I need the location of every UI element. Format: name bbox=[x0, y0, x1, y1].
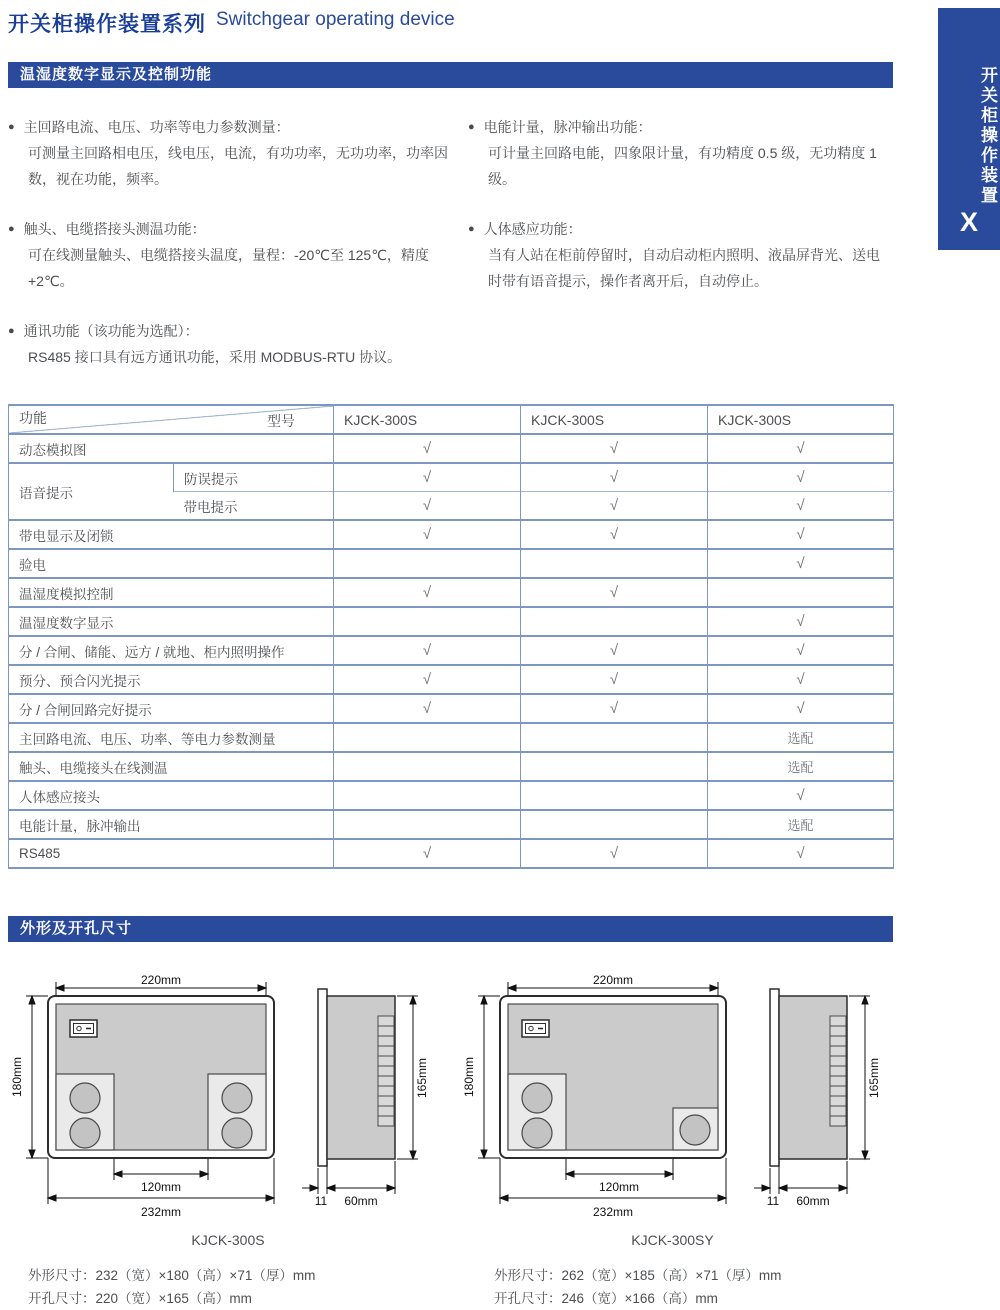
feature-availability-cell bbox=[334, 549, 521, 578]
power-switch-icon bbox=[522, 1020, 549, 1037]
bullet-icon: ● bbox=[8, 325, 15, 337]
feature-item bbox=[468, 114, 893, 192]
feature-item bbox=[8, 216, 460, 294]
row-label: 带电显示及闭锁 bbox=[19, 528, 114, 544]
page-title-zh: 开关柜操作装置系列 bbox=[8, 13, 206, 36]
feature-availability-cell bbox=[521, 607, 708, 636]
drawing-kjck-300sy bbox=[460, 972, 885, 1310]
feature-availability-cell bbox=[521, 723, 708, 752]
bullet-icon: ● bbox=[8, 121, 15, 133]
table-row bbox=[9, 607, 894, 636]
feature-availability-cell: √ bbox=[334, 463, 521, 492]
row-label: 主回路电流、电压、功率、等电力参数测量 bbox=[19, 731, 276, 747]
drawing-specs bbox=[8, 1264, 448, 1310]
feature-availability-cell: √ bbox=[708, 463, 894, 492]
table-row bbox=[9, 463, 894, 492]
table-header-row bbox=[9, 405, 894, 434]
row-label: RS485 bbox=[19, 846, 61, 861]
row-label: 预分、预合闪光提示 bbox=[19, 673, 141, 689]
dim-label-flange: 11 bbox=[314, 1194, 328, 1208]
table-row bbox=[9, 434, 894, 463]
feature-availability-cell: √ bbox=[334, 694, 521, 723]
page-title-en: Switchgear operating device bbox=[216, 9, 455, 30]
feature-body: 当有人站在柜前停留时，自动启动柜内照明、液晶屏背光、送电时带有语音提示，操作者离开后，自动停止。 bbox=[488, 247, 880, 289]
dim-label-side-height: 165mm bbox=[415, 1057, 429, 1099]
row-label: 温湿度数字显示 bbox=[19, 615, 114, 631]
feature-availability-cell: √ bbox=[334, 636, 521, 665]
cutout-size-spec: 开孔尺寸：220（宽）×165（高）mm bbox=[28, 1291, 252, 1306]
function-model-table bbox=[8, 404, 894, 869]
feature-availability-cell bbox=[334, 723, 521, 752]
feature-availability-cell: √ bbox=[708, 520, 894, 549]
feature-availability-cell: √ bbox=[521, 636, 708, 665]
dim-label-inner-width: 120mm bbox=[140, 1180, 182, 1194]
dim-label-depth: 60mm bbox=[344, 1194, 378, 1208]
cutout-size-spec: 开孔尺寸：246（宽）×166（高）mm bbox=[494, 1291, 718, 1306]
feature-availability-cell: √ bbox=[708, 665, 894, 694]
optional-badge: 选配 bbox=[787, 760, 814, 775]
model-column-header: KJCK-300S bbox=[521, 405, 708, 434]
row-label: 人体感应接头 bbox=[19, 789, 100, 805]
feature-availability-cell: √ bbox=[708, 694, 894, 723]
feature-availability-cell: √ bbox=[521, 492, 708, 521]
feature-availability-cell: √ bbox=[334, 492, 521, 521]
table-row bbox=[9, 520, 894, 549]
dim-label-height: 180mm bbox=[462, 1056, 476, 1098]
row-label: 电能计量，脉冲输出 bbox=[19, 818, 141, 834]
feature-body: 可计量主回路电能，四象限计量，有功精度 0.5 级，无功精度 1 级。 bbox=[488, 145, 877, 187]
chapter-index-letter: X bbox=[959, 207, 978, 237]
row-sub-label: 防误提示 bbox=[174, 463, 334, 492]
chapter-side-tab-label: 开关柜操作装置 bbox=[978, 66, 997, 206]
row-group-label: 语音提示 bbox=[19, 485, 73, 501]
table-row bbox=[9, 665, 894, 694]
row-label: 动态模拟图 bbox=[19, 442, 87, 458]
dim-label-side-height: 165mm bbox=[867, 1057, 881, 1099]
table-row bbox=[9, 549, 894, 578]
feature-availability-cell: √ bbox=[708, 781, 894, 810]
table-corner-cell bbox=[9, 405, 334, 434]
feature-availability-cell: √ bbox=[334, 520, 521, 549]
feature-availability-cell: √ bbox=[708, 549, 894, 578]
feature-title: 电能计量，脉冲输出功能： bbox=[483, 119, 652, 135]
table-row bbox=[9, 578, 894, 607]
corner-label-function: 功能 bbox=[19, 410, 47, 426]
feature-availability-cell bbox=[521, 549, 708, 578]
feature-availability-cell bbox=[521, 752, 708, 781]
feature-availability-cell: √ bbox=[334, 434, 521, 463]
power-switch-icon bbox=[70, 1020, 97, 1037]
table-row bbox=[9, 752, 894, 781]
dim-label-opening-width: 220mm bbox=[592, 973, 634, 987]
feature-availability-cell bbox=[334, 752, 521, 781]
table-row bbox=[9, 810, 894, 839]
corner-label-model: 型号 bbox=[267, 413, 295, 429]
table-row bbox=[9, 723, 894, 752]
feature-availability-cell: √ bbox=[334, 665, 521, 694]
feature-title: 通讯功能（该功能为选配）： bbox=[23, 323, 199, 339]
feature-list bbox=[8, 88, 893, 370]
feature-availability-cell: √ bbox=[521, 463, 708, 492]
optional-badge: 选配 bbox=[787, 731, 814, 746]
chapter-side-tab bbox=[938, 8, 1000, 250]
dim-label-flange: 11 bbox=[766, 1194, 780, 1208]
feature-availability-cell: √ bbox=[708, 607, 894, 636]
dim-label-depth: 60mm bbox=[796, 1194, 830, 1208]
feature-availability-cell bbox=[334, 810, 521, 839]
row-label: 温湿度模拟控制 bbox=[19, 586, 114, 602]
feature-body: 可在线测量触头、电缆搭接头温度，量程：-20℃至 125℃，精度+2℃。 bbox=[28, 247, 429, 289]
feature-availability-cell: √ bbox=[521, 665, 708, 694]
feature-availability-cell bbox=[334, 607, 521, 636]
feature-availability-cell: √ bbox=[708, 839, 894, 868]
outline-size-spec: 外形尺寸：232（宽）×180（高）×71（厚）mm bbox=[28, 1268, 316, 1283]
feature-availability-cell: √ bbox=[521, 578, 708, 607]
feature-availability-cell bbox=[521, 810, 708, 839]
feature-item bbox=[8, 318, 460, 370]
table-row bbox=[9, 694, 894, 723]
optional-badge: 选配 bbox=[787, 818, 814, 833]
dim-label-opening-width: 220mm bbox=[140, 973, 182, 987]
feature-availability-cell: √ bbox=[521, 520, 708, 549]
feature-title: 人体感应功能： bbox=[483, 221, 582, 237]
row-label: 触头、电缆接头在线测温 bbox=[19, 760, 168, 776]
feature-availability-cell: √ bbox=[521, 839, 708, 868]
bullet-icon: ● bbox=[468, 121, 475, 133]
dimension-drawings bbox=[8, 972, 893, 1310]
feature-availability-cell bbox=[708, 578, 894, 607]
drawing-caption: KJCK-300S bbox=[191, 1232, 265, 1248]
feature-availability-cell: √ bbox=[708, 492, 894, 521]
feature-body: 可测量主回路相电压，线电压，电流，有功功率，无功功率，功率因数，视在功能，频率。 bbox=[28, 145, 448, 187]
dim-label-height: 180mm bbox=[10, 1056, 24, 1098]
table-row bbox=[9, 636, 894, 665]
dim-label-overall-width: 232mm bbox=[140, 1205, 182, 1219]
model-column-header: KJCK-300S bbox=[708, 405, 894, 434]
feature-availability-cell bbox=[708, 723, 894, 752]
row-sub-label: 带电提示 bbox=[183, 499, 238, 515]
feature-availability-cell: √ bbox=[521, 694, 708, 723]
table-row bbox=[9, 781, 894, 810]
bullet-icon: ● bbox=[468, 223, 475, 235]
outline-drawing-300s bbox=[8, 972, 448, 1224]
feature-title: 主回路电流、电压、功率等电力参数测量： bbox=[23, 119, 290, 135]
feature-body: RS485 接口具有远方通讯功能，采用 MODBUS-RTU 协议。 bbox=[28, 349, 402, 365]
feature-availability-cell bbox=[708, 752, 894, 781]
page-title bbox=[8, 0, 893, 62]
row-label: 分 / 合闸回路完好提示 bbox=[19, 702, 152, 718]
model-column-header: KJCK-300S bbox=[334, 405, 521, 434]
section-header-dimensions: 外形及开孔尺寸 bbox=[8, 916, 893, 942]
outline-drawing-300sy bbox=[460, 972, 885, 1224]
dim-label-inner-width: 120mm bbox=[598, 1180, 640, 1194]
feature-availability-cell: √ bbox=[708, 434, 894, 463]
drawing-caption: KJCK-300SY bbox=[631, 1232, 714, 1248]
row-label: 分 / 合闸、储能、远方 / 就地、柜内照明操作 bbox=[19, 644, 285, 660]
feature-item bbox=[468, 216, 893, 294]
section-header-functions: 温湿度数字显示及控制功能 bbox=[8, 62, 893, 88]
drawing-kjck-300s bbox=[8, 972, 448, 1310]
drawing-specs bbox=[460, 1264, 885, 1310]
outline-size-spec: 外形尺寸：262（宽）×185（高）×71（厚）mm bbox=[494, 1268, 782, 1283]
feature-title: 触头、电缆搭接头测温功能： bbox=[23, 221, 206, 237]
feature-availability-cell bbox=[334, 781, 521, 810]
table-row bbox=[9, 839, 894, 868]
dim-label-overall-width: 232mm bbox=[592, 1205, 634, 1219]
feature-availability-cell: √ bbox=[521, 434, 708, 463]
feature-availability-cell bbox=[708, 810, 894, 839]
feature-availability-cell bbox=[521, 781, 708, 810]
row-label: 验电 bbox=[19, 557, 46, 573]
feature-availability-cell: √ bbox=[708, 636, 894, 665]
feature-availability-cell: √ bbox=[334, 839, 521, 868]
feature-item bbox=[8, 114, 460, 192]
bullet-icon: ● bbox=[8, 223, 15, 235]
feature-availability-cell: √ bbox=[334, 578, 521, 607]
